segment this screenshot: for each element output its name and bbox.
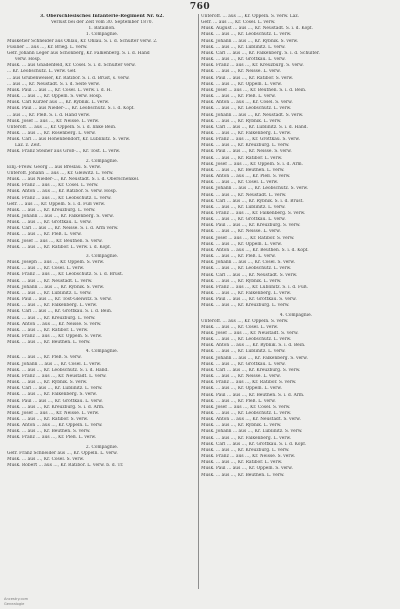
text-line: Musk. ... aus ..., Kr. Cosel. S. verw. (7, 456, 85, 462)
text-line: Musk. Paul ... aus ..., Kr. Ratibor. S. verw. (201, 75, 294, 81)
text-line: Musk. Franz ... aus ..., Kr. Oppeln. S. verw. (7, 333, 103, 339)
text-line: Musk. ... aus ..., Kr. Oppeln. L. verw. (201, 81, 282, 87)
subsection-heading: 2. Compagnie. (85, 444, 119, 450)
text-line: Musk. Paul ... aus ..., Kr. Grottkau. L. verw. (7, 398, 103, 404)
text-line: Musk. ... aus ..., Kr. Falkenberg. L. verw. (201, 291, 292, 297)
footer-line-2: Genealogie (4, 601, 25, 606)
text-line: Musk. Anton ... aus ..., Kr. Rybnik. S. i. d. Bein. (201, 343, 306, 349)
text-line: ... aus ..., Kr. Neustadt. S. i. d. Seite verw. (7, 81, 101, 87)
text-line: Unteroff. Johann ... aus ..., Kr. Gleiwitz. L. verw. (7, 170, 114, 176)
text-line: Musk. Paul ... aus ..., Kr. Grottkau. S. verw. (201, 297, 297, 303)
text-line: Musk. Johann ... aus ..., Kr. Leobschütz. S. verw. (201, 186, 309, 192)
text-line: Musk. ... aus ..., Kr. Neisse. L. verw. (201, 229, 281, 235)
text-line: Musk. ... aus ..., Kr. Beuthen. L. verw. (7, 340, 91, 346)
text-line: Musk. Franz ... aus ..., Kr. Falkenberg. S. verw. (201, 211, 306, 216)
text-line: Musk. Johann ... aus ..., Kr. Neustadt. S. verw. (201, 112, 304, 118)
text-line: Musk. Carl ... aus Hohenbendorf, Kr. Lublinitz. S. verw. (7, 137, 131, 143)
footer-credit (4, 597, 28, 606)
text-line: Musk. Franz ... aus ..., Kr. Pleß. L. verw. (7, 435, 97, 441)
text-line: Musk. Anton ... aus ..., Kr. Neustadt. S. verw. (201, 417, 301, 423)
text-line: Musk. Robert ... aus ..., Kr. Ratibor. L. verw. b. d. Tr. (7, 463, 124, 469)
subsection-heading: Verlust bei der Zeit vom 30. September 1870. (51, 20, 153, 26)
footer-line-1: Ancestry.com (4, 597, 29, 602)
subsection-heading: 4. Compagnie. (85, 349, 119, 355)
text-line: Musk. Anton ... aus ..., Kr. Pleß. S. verw. (201, 174, 291, 180)
text-line: Musk. ... aus ..., Kr. Pleß. S. verw. (7, 355, 82, 361)
text-line: Musk. Carl ... aus ..., Kr. Grottkau. S. i. d. Bein. (7, 309, 113, 315)
subsection-heading: 1. Compagnie. (85, 32, 119, 38)
text-line: Musk. Carl ... aus ..., Kr. Neisse. S. i. d. Arm verw. (7, 226, 119, 232)
text-line: Musk. ... aus ..., Kr. Kreuzburg. L. verw. (7, 207, 96, 213)
text-line: Unteroff. ... aus ..., Kr. Oppeln. S. verw. (201, 318, 289, 324)
text-line: Musk. Josef ... aus ..., Kr. Neisse. L. verw. (7, 410, 100, 416)
text-line: ... aus Grubenweiser, Kr. Ratibor. S. i. d. Brust, s. verw. (7, 75, 130, 81)
text-line: Gefr. Franz Schneider aus ..., Kr. Oppeln. L. verw. (7, 450, 118, 456)
text-line: Musk. Johann ... aus ..., Kr. Cosel. S. verw. (201, 260, 296, 266)
text-line: Musk. ... aus ..., Kr. Kreuzburg. S. i. d. Arm. (7, 404, 105, 410)
text-line: Musk. Carl ... aus ..., Kr. Grottkau. S. i. d. Kopf. (201, 441, 307, 447)
text-line: Musk. Johann ... aus ..., Kr. Cosel. L. verw. (7, 361, 102, 367)
text-line: Musk. Johann ... aus ..., Kr. Lublinitz. S. verw. (201, 429, 303, 435)
subsection-heading: 4. Compagnie. (279, 312, 313, 318)
text-line: Musk. Josef ... aus ..., Kr. Oppeln. S. i. d. Arm. (201, 161, 304, 167)
text-line: Musk. ... aus ..., Kr. Beuthen. L. verw. (201, 472, 285, 478)
text-line: Musk. Carl Kurzer aus ..., Kr. Rybnik. L. verw. (7, 100, 110, 106)
text-line: Musk. ... aus ..., Kr. Rybnik. L. verw. (201, 278, 282, 284)
text-line: Musk. ... aus ..., Kr. Kreuzburg. L. verw. (201, 143, 290, 149)
text-line: Musk. Anton ... aus ..., Kr. Neisse. S. verw. (7, 321, 102, 327)
text-line: Musk. Franz ... aus ..., Kr. Grottkau. S. verw. (201, 137, 301, 143)
text-line: Musk. Franz ... aus ..., Kr. Ratibor. S. verw. (201, 380, 297, 386)
text-line: Musk. Carl ... aus ..., Kr. Lublinitz. L. verw. (7, 386, 103, 392)
text-line: Musk. Franz ... aus ..., Kr. Neisse. S. verw. (201, 454, 296, 460)
text-line: Musk. ... aus ..., Kr. Rosenberg. L. verw. (7, 130, 96, 136)
text-line: Musk. Paul ... aus ..., Kr. Tost-Gleiwitz. S. verw. (7, 297, 112, 303)
page-number: 760 (189, 2, 211, 12)
text-line: Musk. ... aus ..., Kr. Cosel. L. verw. (7, 266, 85, 272)
text-line: Unteroff. ... aus ..., Kr. Oppeln. S. verw. Laz. (201, 14, 300, 19)
text-line: Musk. ... aus ..., Kr. Grottkau. L. verw. (201, 217, 286, 223)
text-line: Musk. ... aus ..., Kr. Pleß. L. verw. (201, 254, 276, 260)
text-line: Musk. Josef ... aus ..., Kr. Beuthen. S. verw. (7, 238, 103, 244)
text-line: Musk. Paul ... aus ..., Kr. Cosel. L. verw. i. d. H. (7, 87, 112, 93)
subsection-heading: 1. Bataillon. (88, 26, 116, 32)
text-line: ... Kr. Leobschütz. L. verw. Gef. (7, 69, 77, 75)
text-line: Musk. Franz ... aus ..., Kr. Cosel. L. verw. (7, 183, 99, 189)
text-line: Musk. Paul ... aus Nieder-..., Kr. Leobschütz. S. i. d. Kopf. (7, 106, 135, 112)
text-line: Musk. ... aus ..., Kr. Oppeln. S. verw. Hosp. (7, 94, 103, 100)
text-line: Unteroff. ... aus ..., Kr. Oppeln. S. i. d. linke Bein. (7, 124, 117, 130)
text-line-continuation: Laz. z. Zeit. (15, 143, 42, 149)
text-line: Musk. ... aus ..., Kr. Kreuzburg. L. verw. (201, 447, 290, 453)
text-line: Musk. ... aus ..., Kr. Beuthen. S. verw. (7, 429, 91, 435)
text-line: Musk. Carl ... aus ..., Kr. Lublinitz. S. i. d. Hand. (201, 124, 309, 130)
text-line: Gefr. ... aus ..., Kr. Cosel. L. verw. (201, 20, 276, 26)
text-line: Musk. ... aus ..., Kr. Pleß. L. verw. (201, 94, 276, 100)
text-line: Musk. ... aus ..., Kr. Lublinitz. L. verw. (7, 290, 92, 296)
text-line: Musk. Carl ... aus ..., Kr. Rybnik. S. i. d. Brust. (201, 198, 304, 204)
text-line: Musk. ... aus ..., Kr. Oppeln. L. verw. (201, 241, 282, 247)
text-line: Musk. Josef ... aus ..., Kr. Neustadt. S. verw. (201, 330, 299, 336)
text-line: Musk. Franz ... aus ..., Kr. Kreuzburg. S. verw. (201, 63, 304, 69)
text-line: Musk. ... aus ..., Kr. Falkenberg. L. verw. (201, 435, 292, 441)
text-line: Musk. Johann ... aus ..., Kr. Falkenberg. S. verw. (7, 214, 114, 219)
text-line: Musk. ... aus ..., Kr. Ratibor. L. verw. (7, 327, 89, 333)
text-line: Musk. ... aus ..., Kr. Leobschütz. L. verw. (201, 106, 292, 112)
text-line: Musk. Anton ... aus ..., Kr. Cosel. S. verw. (201, 100, 293, 106)
text-line: Musk. ... aus Nieder-..., Kr. Neustadt. S. i. d. Oberschenkel. (7, 177, 140, 183)
text-line: Musk. ... aus ..., Kr. Neisse. L. verw. (201, 69, 281, 75)
text-line: Musk. ... aus ..., Kr. Leobschütz. L. verw. (201, 337, 292, 343)
text-line: Musk. Paul ... aus ..., Kr. Kreuzburg. S. verw. (201, 223, 301, 229)
text-line: Musk. Franz ... aus ..., Kr. Neustadt. L. verw. (7, 373, 107, 379)
text-line: Musk. ... aus ..., Kr. Pleß. L. verw. (7, 232, 82, 238)
section-heading: 3. Oberschlesisches Infanterie-Regiment Nr. 62. (39, 14, 165, 19)
text-line-continuation: verw. Hosp. (15, 57, 42, 63)
text-line: Musk. ... aus ..., Kr. Leobschütz. L. verw. (201, 32, 292, 38)
text-line: Musk. ... aus ..., Kr. Neisse. L. verw. (201, 374, 281, 380)
text-line: Gefr. Johann Leger aus Schönberg, Kr. Falkenberg. S. i. d. Hand (7, 50, 150, 56)
text-line: Musk. ... aus ..., Kr. Ratibor. L. verw. (201, 155, 283, 161)
text-line: Musk. Carl ... aus ..., Kr. Falkenberg. S. i. d. Schulter. (201, 50, 320, 56)
right-column (201, 14, 391, 479)
text-line: Musk. Carl ... aus ..., Kr. Kreuzburg. S. verw. (201, 367, 301, 373)
text-line: Musketier Schneider aus Ohlau, Kr. Ohlau. S. i. d. Schulter verw. 2. (7, 38, 158, 44)
text-line: Musk. Anton ... aus ..., Kr. Oppeln. L. verw. (7, 423, 103, 429)
text-line: Musk. ... aus ..., Kr. Grottkau. L. verw. (7, 220, 92, 226)
text-line: Musk. ... aus ..., Kr. Ratibor. S. verw. (7, 417, 89, 422)
text-line: Musk. ... aus ..., Kr. Leobschütz. L. verw. (201, 411, 292, 416)
text-line: Musk. ... aus ..., Kr. Grottkau. L. verw. (201, 361, 286, 367)
text-line: Musk. ... aus ..., Kr. Kreuzburg. L. verw. (201, 303, 290, 309)
text-line: Musk. ... aus ..., Kr. Leobschütz. L. verw. (201, 266, 292, 272)
text-line: ... aus ..., Kr. Pleß. S. i. d. Hand verw. (7, 112, 91, 118)
text-line: Musk. ... aus ..., Kr. Rybnik. S. verw. (7, 380, 88, 386)
text-line: Musk. Franz ... aus ..., Kr. Lublinitz. S. i. d. Fuß. (201, 284, 309, 290)
text-line: Musk. August ... aus ..., Kr. Neustadt. S. i. d. Kopf. (201, 26, 313, 32)
text-line: Musk. Carl ... aus ..., Kr. Neustadt. S. verw. (201, 272, 298, 278)
text-line: Musk. Joseph ... aus ..., Kr. Oppeln. S. verw. (7, 260, 105, 266)
text-line: Musk. ... aus ..., Kr. Lublinitz. L. verw. (201, 204, 286, 210)
text-line: Musk. Josef ... aus ..., Kr. Beuthen. S. i. d. Bein. (201, 87, 307, 93)
text-line: Musk. Paul ... aus ..., Kr. Oppeln. S. verw. (201, 466, 293, 472)
text-line: Musk. ... aus ..., Kr. Falkenberg. S. verw. (7, 392, 98, 398)
text-line: Musk. ... aus ..., Kr. Rybnik. L. verw. (201, 423, 282, 429)
text-line: Musk. Anton ... aus ..., Kr. Ratibor. S. verw. Hosp. (7, 189, 118, 195)
text-line: Musk. Franz ... aus ..., Kr. Leobschütz. S. i. d. Brust. (7, 272, 124, 278)
text-line: Musk. Johann ... aus ..., Kr. Rybnik. S. verw. (7, 284, 105, 290)
text-line: Musk. ... aus ..., Kr. Pleß. L. verw. (201, 398, 276, 404)
text-line: Musk. ... aus ..., Kr. Ratibor. L. verw. i. d. Kopf. (7, 244, 112, 250)
text-line: Musk. ... aus ..., Kr. Grottkau. L. verw. (201, 57, 286, 63)
text-line: Musk. ... aus Gnadenfeld, Kr. Cosel. S. i. d. Schulter verw. (7, 63, 136, 69)
text-line: Musk. Paul ... aus ..., Kr. Neisse. S. verw. (201, 149, 292, 155)
text-line: Musk. Josef ... aus ..., Kr. Neisse. L. verw. (7, 118, 100, 124)
text-line: Musk. ... aus ..., Kr. Leobschütz. S. i. d. Hand. (7, 367, 109, 373)
text-line: Füsilier ... aus ..., Kr. Brieg. L. verw. (7, 44, 88, 50)
subsection-heading: 2. Compagnie. (85, 158, 119, 164)
text-line: Musk. ... aus ..., Kr. Lublinitz. L. verw. (201, 349, 286, 355)
left-column (7, 14, 197, 469)
text-line: Musk. ... aus ..., Kr. Oppeln. L. verw. (201, 386, 282, 392)
text-line: Musk. ... aus ..., Kr. Falkenberg. L. verw. (7, 303, 98, 309)
text-line: Musk. ... aus ..., Kr. Neustadt. L. verw. (201, 192, 287, 198)
text-line: Musk. ... aus ..., Kr. Beuthen. L. verw. (201, 167, 285, 173)
text-line: Gefr. ... aus ..., Kr. Oppeln. S. i. d. Fuß verw. (7, 201, 106, 207)
column-divider (198, 14, 199, 589)
subsection-heading: 3. Compagnie. (85, 253, 119, 259)
text-line: Musk. ... aus ..., Kr. Lublinitz. L. verw. (201, 44, 286, 50)
text-line: Musk. Anton ... aus ..., Kr. Beuthen. S. i. d. Kopf. (201, 247, 309, 253)
text-line: Musk. Johann ... aus ..., Kr. Rybnik. S. verw. (201, 38, 299, 44)
text-line: Musk. ... aus ..., Kr. Rybnik. L. verw. (201, 118, 282, 124)
text-line: Musk. ... aus ..., Kr. Cosel. L. verw. (201, 324, 279, 330)
text-line: Musk. Josef ... aus ..., Kr. Cosel. S. verw. (201, 404, 291, 410)
text-line: Musk. ... aus ..., Kr. Ratibor. L. verw. (201, 460, 283, 466)
text-line: Musk. ... aus ..., Kr. Neustadt. L. verw. (7, 278, 93, 284)
text-line: Musk. ... aus ..., Kr. Cosel. L. verw. (201, 180, 279, 186)
text-line: Einj.-Freiw. Georg ... aus Breslau. S. verw. (7, 164, 102, 170)
text-line: Musk. Paul ... aus ..., Kr. Beuthen. S. i. d. Arm. (201, 392, 305, 398)
text-line: Musk. Johann ... aus ..., Kr. Falkenberg. S. verw. (201, 355, 308, 361)
text-line: Musk. Josef ... aus ..., Kr. Ratibor. S. verw. (201, 235, 295, 241)
text-line: Musk. ... aus ..., Kr. Falkenberg. L. verw. (201, 130, 292, 136)
text-line: Musk. Franz ... aus ..., Kr. Leobschütz. L. verw. (7, 195, 112, 201)
text-line: Musk. ... aus ..., Kr. Kreuzburg. L. verw. (7, 315, 96, 321)
text-line: Musk. Franz Steiner aus Groß-..., Kr. Tost. L. verw. (7, 149, 121, 155)
